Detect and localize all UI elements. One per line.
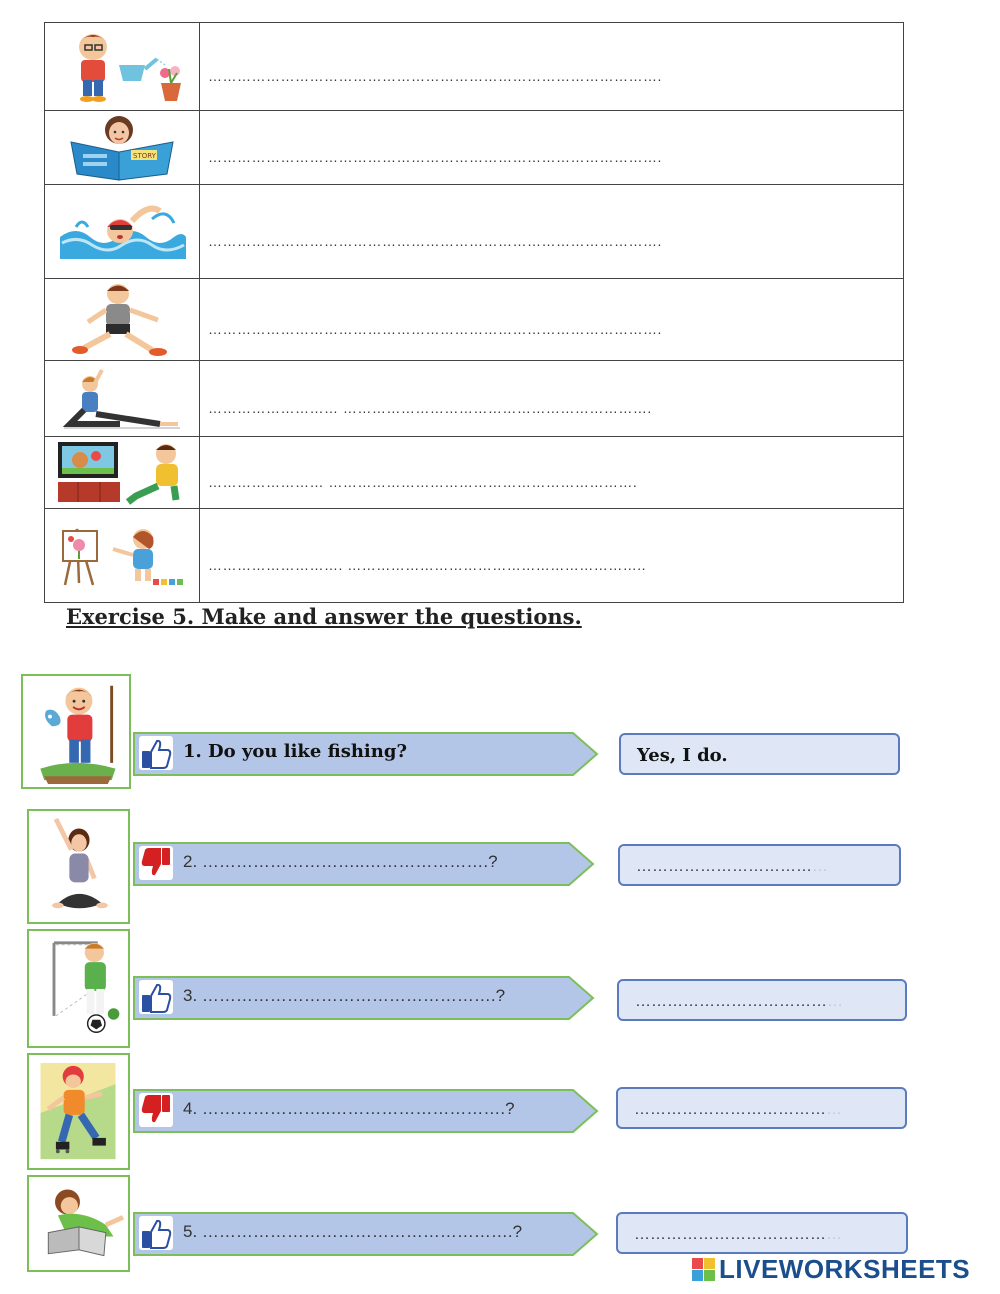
question-arrow <box>133 1089 599 1133</box>
question-arrow <box>133 842 595 886</box>
woman-yoga-image <box>29 811 128 922</box>
boy-football-image <box>29 931 128 1046</box>
svg-text:STORY: STORY <box>133 151 156 160</box>
answer-tail: … <box>826 1226 842 1243</box>
picture-cell <box>45 23 200 111</box>
table-row <box>45 185 904 279</box>
picture-cell <box>45 185 200 279</box>
table-row <box>45 509 904 603</box>
answer-box[interactable] <box>617 979 907 1021</box>
answer-box[interactable] <box>618 844 901 886</box>
answer-text: ……………………………… <box>634 1101 826 1118</box>
question-arrow <box>133 976 595 1020</box>
question-picture <box>27 1053 130 1170</box>
answer-line[interactable]: ……………………… ………………………………………………………. <box>200 361 904 437</box>
activities-table <box>44 22 904 603</box>
thumbs-up-icon <box>139 980 173 1014</box>
girl-painting-image <box>59 523 185 589</box>
answer-text: ……………………………… <box>635 993 827 1010</box>
answer-box[interactable] <box>619 733 900 775</box>
answer-line[interactable]: …………………………………………………………………………………. <box>200 23 904 111</box>
picture-cell <box>45 279 200 361</box>
question-picture <box>21 674 131 789</box>
table-row <box>45 111 904 185</box>
boy-watching-tv-image <box>56 440 188 506</box>
answer-text: ……………………………… <box>634 1226 826 1243</box>
picture-cell <box>45 509 200 603</box>
answer-line[interactable]: …………………………………………………………………………………. <box>200 185 904 279</box>
answer-line[interactable]: …………………………………………………………………………………. <box>200 279 904 361</box>
answer-box[interactable] <box>616 1087 907 1129</box>
liveworksheets-logo[interactable] <box>692 1254 970 1284</box>
answer-tail: … <box>826 1101 842 1118</box>
question-text[interactable]: 2. ………………………..………………….? <box>183 852 498 871</box>
table-row <box>45 279 904 361</box>
boy-swimming-image <box>56 197 188 267</box>
logo-text: LIVEWORKSHEETS <box>719 1253 971 1284</box>
question-text[interactable]: 3. …………………………………………….? <box>183 986 506 1005</box>
table-row <box>45 437 904 509</box>
answer-box[interactable] <box>616 1212 908 1254</box>
girl-yoga-image <box>60 366 184 432</box>
answer-line[interactable]: …………………………………………………………………………………. <box>200 111 904 185</box>
answer-tail: … <box>827 993 843 1010</box>
answer-text: …………………………… <box>636 858 812 875</box>
thumbs-up-icon <box>139 1216 173 1250</box>
question-picture <box>27 809 130 924</box>
table-row <box>45 361 904 437</box>
thumbs-up-icon <box>139 736 173 770</box>
picture-cell <box>45 437 200 509</box>
table-row <box>45 23 904 111</box>
boy-fishing-image <box>23 676 129 787</box>
question-picture <box>27 929 130 1048</box>
boy-watering-plants-image <box>57 29 187 105</box>
boy-exercising-image <box>62 282 182 358</box>
question-text[interactable]: 5. ……………………………………………….? <box>183 1222 523 1241</box>
answer-line[interactable]: ………………………. …………………………………………………….. <box>200 509 904 603</box>
question-text[interactable]: 4. …………………..………………………….? <box>183 1099 515 1118</box>
answer-text: Yes, I do. <box>637 745 728 766</box>
question-text: 1. Do you like fishing? <box>183 741 407 762</box>
question-picture <box>27 1175 130 1272</box>
answer-line[interactable]: …………………… ………………………………………………………. <box>200 437 904 509</box>
exercise-title: Exercise 5. Make and answer the questions. <box>66 604 582 629</box>
question-arrow <box>133 1212 599 1256</box>
thumbs-down-icon <box>139 1093 173 1127</box>
answer-tail: … <box>812 858 828 875</box>
thumbs-down-icon <box>139 846 173 880</box>
picture-cell <box>45 361 200 437</box>
kid-skating-image <box>29 1055 128 1168</box>
question-arrow <box>133 732 599 776</box>
picture-cell <box>45 111 200 185</box>
woman-reading-image <box>57 114 187 182</box>
logo-mark-icon <box>692 1258 715 1281</box>
girl-reading-image <box>29 1177 128 1270</box>
